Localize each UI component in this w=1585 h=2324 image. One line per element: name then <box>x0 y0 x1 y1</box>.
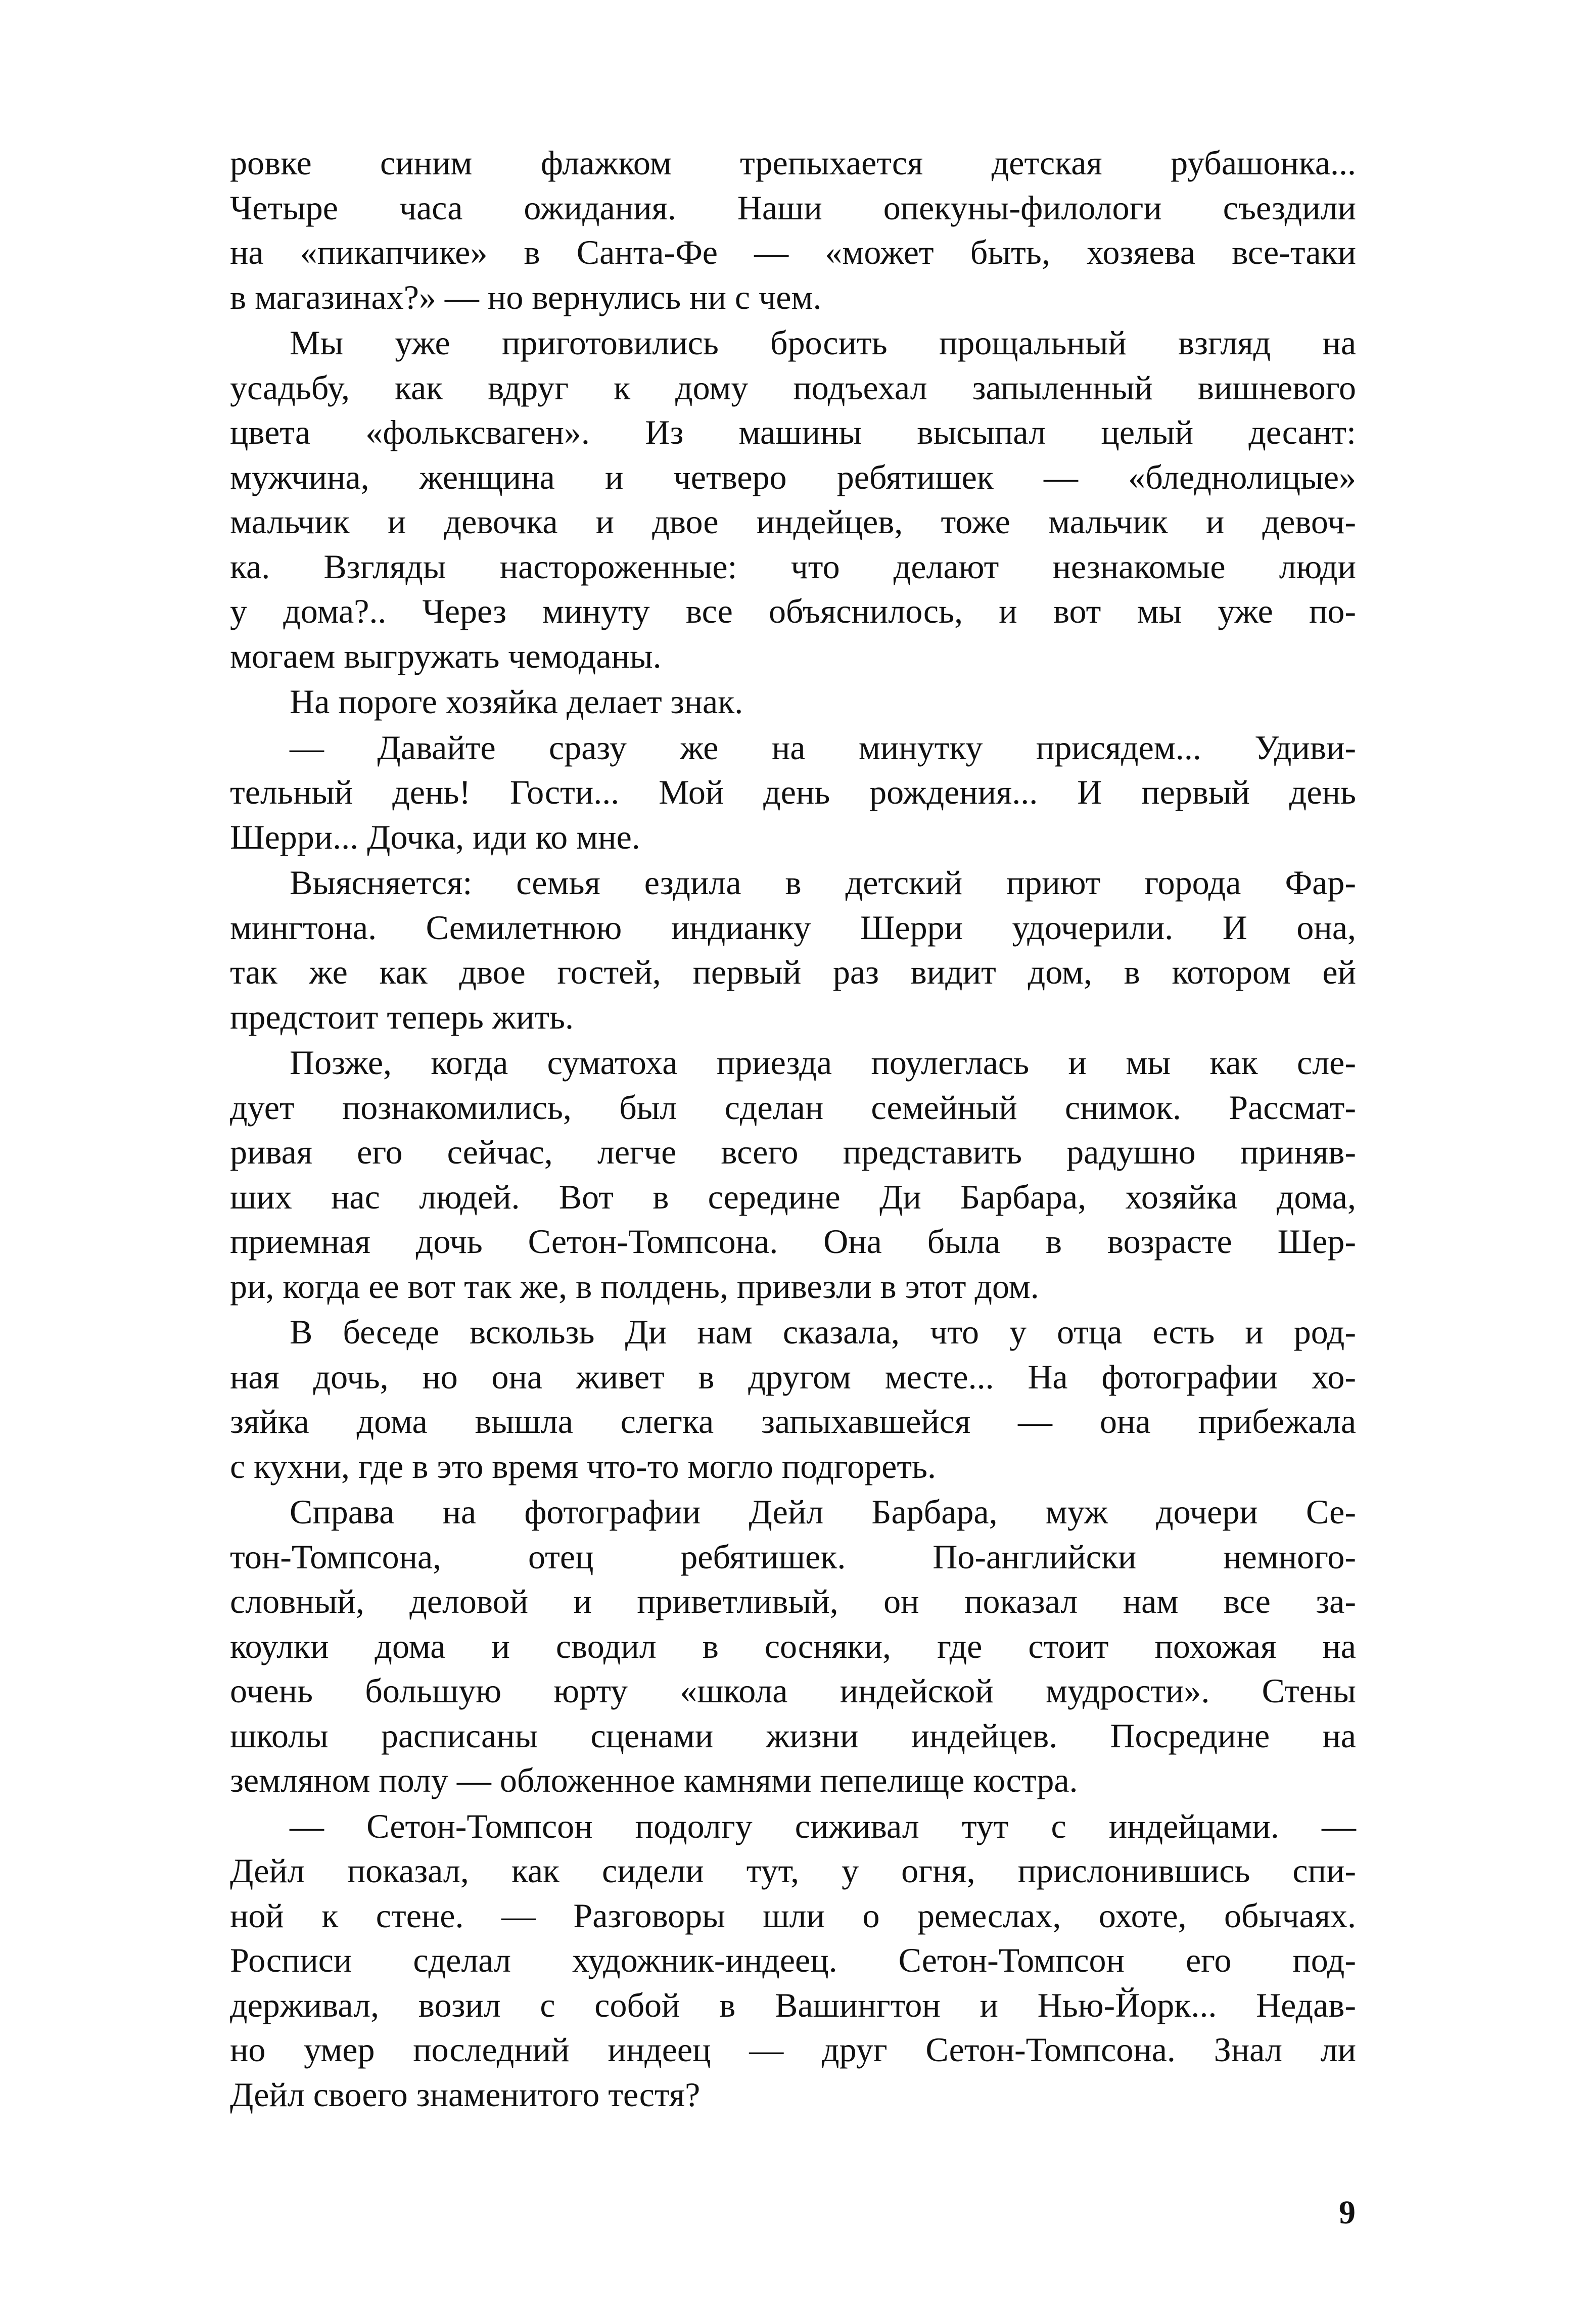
text-line: школы расписаны сценами жизни индейцев. Посредине на <box>230 1716 1356 1755</box>
text-line: ривая его сейчас, легче всего представить радушно приняв- <box>230 1133 1356 1171</box>
text-line: усадьбу, как вдруг к дому подъехал запыленный вишневого <box>230 368 1356 407</box>
text-line: Дейл показал, как сидели тут, у огня, прислонившись спи- <box>230 1851 1356 1890</box>
text-line: Справа на фотографии Дейл Барбара, муж дочери Се- <box>290 1493 1356 1531</box>
text-line: Шерри... Дочка, иди ко мне. <box>230 817 640 856</box>
text-line: коулки дома и сводил в сосняки, где стоит похожая на <box>230 1626 1356 1665</box>
paragraph <box>230 1804 1356 2117</box>
text-line: — Сетон-Томпсон подолгу сиживал тут с индейцами. — <box>290 1806 1356 1845</box>
page-number: 9 <box>1339 2194 1356 2231</box>
text-line: мингтона. Семилетнюю индианку Шерри удочерили. И она, <box>230 908 1356 947</box>
paragraph <box>230 679 1356 724</box>
text-line: ри, когда ее вот так же, в полдень, привезли в этот дом. <box>230 1267 1039 1306</box>
text-line: Мы уже приготовились бросить прощальный взгляд на <box>290 323 1356 362</box>
paragraph <box>230 725 1356 860</box>
text-line: на «пикапчике» в Санта-Фе — «может быть, хозяева все-таки <box>230 233 1356 271</box>
paragraph <box>230 141 1356 319</box>
text-line: словный, деловой и приветливый, он показал нам все за- <box>230 1582 1356 1620</box>
text-line: ших нас людей. Вот в середине Ди Барбара, хозяйка дома, <box>230 1177 1356 1216</box>
paragraph <box>230 1310 1356 1489</box>
text-line: дует познакомились, был сделан семейный снимок. Рассмат- <box>230 1088 1356 1127</box>
text-line: держивал, возил с собой в Вашингтон и Нью-Йорк... Недав- <box>230 1985 1356 2024</box>
text-line: мужчина, женщина и четверо ребятишек — «бледнолицые» <box>230 457 1356 496</box>
text-line: зяйка дома вышла слегка запыхавшейся — она прибежала <box>230 1402 1356 1440</box>
text-line: ной к стене. — Разговоры шли о ремеслах, охоте, обычаях. <box>230 1896 1356 1935</box>
text-line: у дома?.. Через минуту все объяснилось, и вот мы уже по- <box>230 592 1356 630</box>
paragraph <box>230 1040 1356 1309</box>
text-line: В беседе вскользь Ди нам сказала, что у отца есть и род- <box>290 1313 1356 1351</box>
text-line: — Давайте сразу же на минутку присядем... Удиви- <box>290 728 1356 767</box>
text-line: тон-Томпсона, отец ребятишек. По-английски немного- <box>230 1537 1356 1576</box>
paragraph <box>230 860 1356 1039</box>
text-line: цвета «фольксваген». Из машины высыпал целый десант: <box>230 413 1356 451</box>
text-line: ка. Взгляды настороженные: что делают незнакомые люди <box>230 547 1356 586</box>
text-line: с кухни, где в это время что-то могло подгореть. <box>230 1447 937 1485</box>
text-line: но умер последний индеец — друг Сетон-Томпсона. Знал ли <box>230 2030 1356 2069</box>
text-line: мальчик и девочка и двое индейцев, тоже мальчик и девоч- <box>230 502 1356 541</box>
text-line: предстоит теперь жить. <box>230 997 574 1036</box>
paragraph <box>230 320 1356 678</box>
text-line: земляном полу — обложенное камнями пепелище костра. <box>230 1761 1078 1799</box>
text-line: Позже, когда суматоха приезда поулеглась и мы как сле- <box>290 1043 1356 1082</box>
text-line: ная дочь, но она живет в другом месте... На фотографии хо- <box>230 1357 1356 1396</box>
text-line: ровке синим флажком трепыхается детская рубашонка... <box>230 144 1356 182</box>
text-line: приемная дочь Сетон-Томпсона. Она была в возрасте Шер- <box>230 1222 1356 1261</box>
text-line: Росписи сделал художник-индеец. Сетон-Томпсон его под- <box>230 1941 1356 1979</box>
text-line: Четыре часа ожидания. Наши опекуны-филологи съездили <box>230 188 1356 227</box>
text-line: тельный день! Гости... Мой день рождения... И первый день <box>230 773 1356 811</box>
text-line: Дейл своего знаменитого тестя? <box>230 2075 701 2114</box>
text-line: так же как двое гостей, первый раз видит дом, в котором ей <box>230 953 1356 991</box>
text-line: Выясняется: семья ездила в детский приют города Фар- <box>290 863 1356 902</box>
text-line: очень большую юрту «школа индейской мудрости». Стены <box>230 1671 1356 1710</box>
text-line: в магазинах?» — но вернулись ни с чем. <box>230 277 822 316</box>
text-line: На пороге хозяйка делает знак. <box>290 682 743 721</box>
paragraph <box>230 1490 1356 1803</box>
page-body-text <box>230 141 1356 2118</box>
text-line: могаем выгружать чемоданы. <box>230 636 662 675</box>
